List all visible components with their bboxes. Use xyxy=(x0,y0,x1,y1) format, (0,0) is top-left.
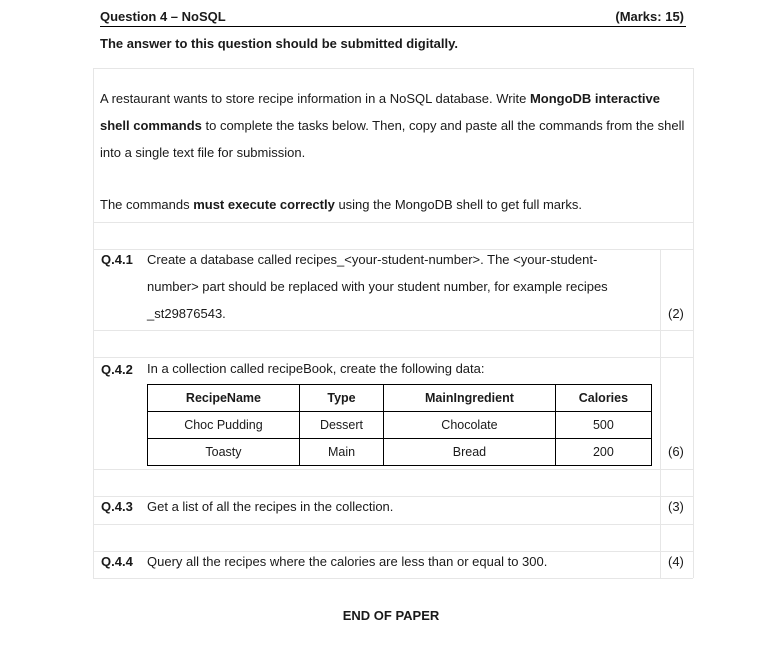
question-text: Create a database called recipes_<your-student-number>. The <your-student-number> part should be replaced with your student number, for example recipes _st29876543. xyxy=(147,252,608,321)
divider xyxy=(93,68,94,578)
question-text: Query all the recipes where the calories are less than or equal to 300. xyxy=(147,554,548,569)
question-title: Question 4 – NoSQL xyxy=(100,9,226,24)
intro-paragraph: A restaurant wants to store recipe information in a NoSQL database. Write MongoDB interactive shell commands to complete the tasks below. Then, copy and paste all the commands from the shell into a single text file for submission. xyxy=(100,91,685,160)
question-number: Q.4.2 xyxy=(101,362,133,377)
recipe-table xyxy=(147,384,652,466)
table-cell: 500 xyxy=(555,412,651,439)
question-marks: (3) xyxy=(668,499,684,514)
divider xyxy=(93,578,693,579)
end-of-paper: END OF PAPER xyxy=(342,608,440,623)
divider xyxy=(93,68,693,69)
divider xyxy=(693,68,694,578)
table-header-row xyxy=(148,385,652,412)
table-header-cell: MainIngredient xyxy=(384,385,556,412)
table-header-cell: RecipeName xyxy=(148,385,300,412)
table-row xyxy=(148,439,652,466)
question-marks: (4) xyxy=(668,554,684,569)
table-cell: Choc Pudding xyxy=(148,412,300,439)
divider xyxy=(93,524,693,525)
divider xyxy=(93,469,693,470)
table-cell: Dessert xyxy=(299,412,383,439)
question-text: In a collection called recipeBook, create the following data: xyxy=(147,361,485,376)
question-number: Q.4.4 xyxy=(101,554,133,569)
question-marks: (Marks: 15) xyxy=(615,9,684,24)
table-cell: Chocolate xyxy=(384,412,556,439)
divider xyxy=(660,249,661,578)
divider xyxy=(93,330,693,331)
table-cell: Bread xyxy=(384,439,556,466)
question-marks: (6) xyxy=(668,444,684,459)
table-cell: Main xyxy=(299,439,383,466)
table-cell: 200 xyxy=(555,439,651,466)
table-header-cell: Type xyxy=(299,385,383,412)
intro-bold-2: must execute correctly xyxy=(193,197,335,212)
table-row xyxy=(148,412,652,439)
question-number: Q.4.3 xyxy=(101,499,133,514)
table-cell: Toasty xyxy=(148,439,300,466)
question-marks: (2) xyxy=(668,306,684,321)
question-text: Get a list of all the recipes in the collection. xyxy=(147,499,394,514)
intro-bold: MongoDB interactive shell commands xyxy=(100,91,660,133)
question-header xyxy=(100,8,686,27)
intro-paragraph-2: The commands must execute correctly using the MongoDB shell to get full marks. xyxy=(100,197,582,212)
submission-note: The answer to this question should be submitted digitally. xyxy=(100,36,459,51)
table-header-cell: Calories xyxy=(555,385,651,412)
question-number: Q.4.1 xyxy=(101,252,133,267)
divider xyxy=(93,222,693,223)
